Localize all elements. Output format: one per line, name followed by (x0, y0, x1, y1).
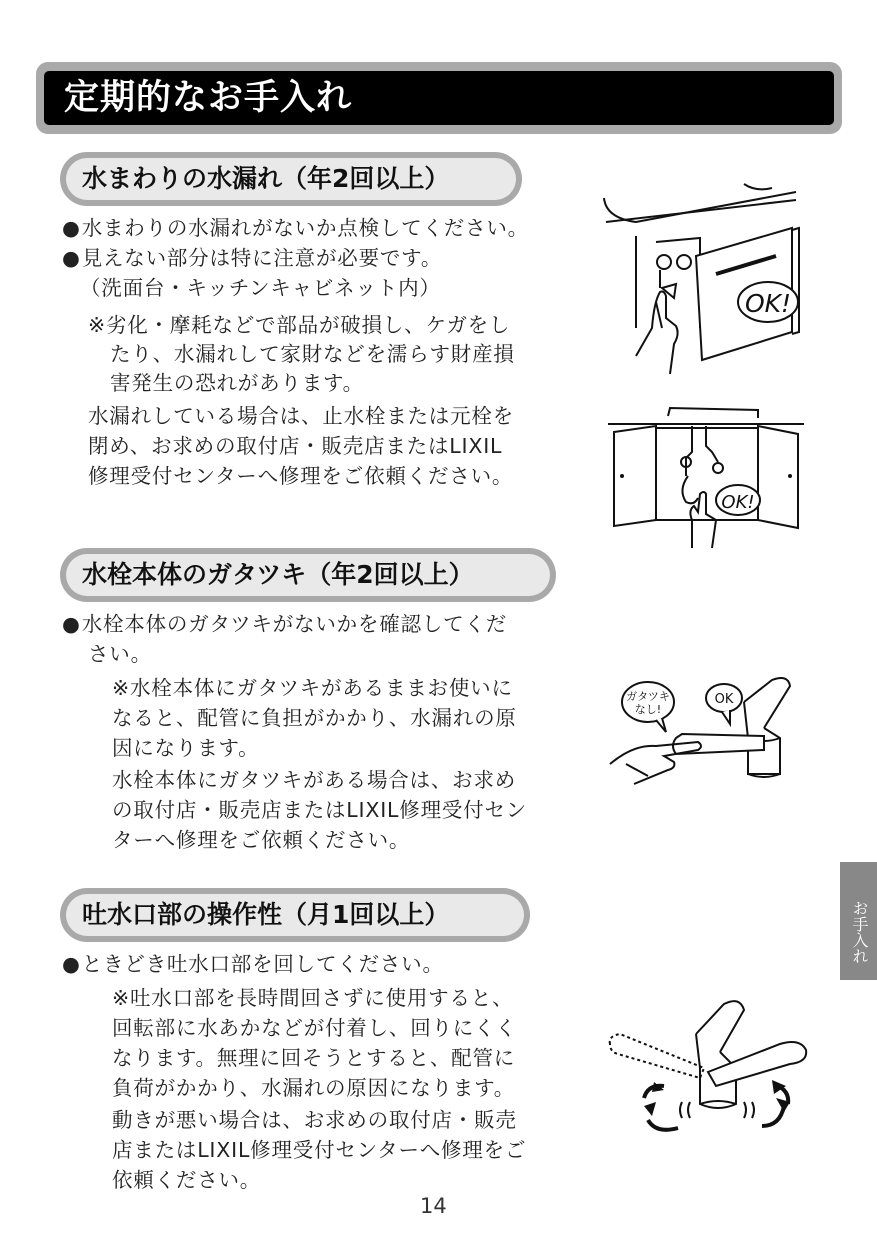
bullet-text: ● 水栓本体のガタツキがないかを確認してくだ (62, 610, 507, 640)
section-heading-2 (60, 548, 556, 602)
ok-bubble-text: OK! (721, 492, 755, 513)
ok-bubble-text: OK! (744, 289, 792, 318)
note-text: ※吐水口部を長時間回さずに使用すると、 (112, 986, 514, 1010)
section-heading-3 (60, 888, 530, 942)
bullet-text: ● 見えない部分は特に注意が必要です。 (62, 244, 442, 274)
body-text: （洗面台・キッチンキャビネット内） (80, 276, 441, 300)
note-text: たり、水漏れして家財などを濡らす財産損 (110, 342, 515, 366)
body-text: 動きが悪い場合は、お求めの取付店・販売 (112, 1108, 517, 1132)
body-text: 依頼ください。 (112, 1168, 262, 1192)
note-text: ※水栓本体にガタツキがあるままお使いに (112, 676, 513, 700)
note-text: なると、配管に負担がかかり、水漏れの原 (112, 706, 517, 730)
body-text: 水漏れしている場合は、止水栓または元栓を (88, 404, 514, 428)
ok-bubble-text: OK (714, 692, 734, 707)
bullet-text: ● 水まわりの水漏れがないか点検してください。 (62, 214, 529, 244)
page-number: 14 (420, 1194, 447, 1218)
note-text: なります。無理に回そうとすると、配管に (112, 1046, 516, 1070)
note-text: 負荷がかかり、水漏れの原因になります。 (112, 1076, 516, 1100)
body-text: 修理受付センターへ修理をご依頼ください。 (88, 464, 514, 488)
page-title: 定期的なお手入れ (44, 71, 834, 125)
note-text: 害発生の恐れがあります。 (110, 371, 364, 395)
body-text: ターへ修理をご依頼ください。 (112, 828, 411, 852)
body-text: の取付店・販売店またはLIXIL修理受付セン (112, 798, 528, 822)
note-text: ※劣化・摩耗などで部品が破損し、ケガをし (88, 313, 511, 337)
section-heading-text: 吐水口部の操作性（月1回以上） (66, 894, 524, 936)
body-text: 水栓本体にガタツキがある場合は、お求め (112, 768, 517, 792)
section-heading-text: 水栓本体のガタツキ（年2回以上） (66, 554, 550, 596)
section-heading-text: 水まわりの水漏れ（年2回以上） (66, 158, 516, 200)
note-text: 因になります。 (112, 736, 260, 760)
speech-bubble-text: ガタツキ (626, 690, 670, 703)
section-heading-1 (60, 152, 522, 206)
page-title-bar (36, 62, 842, 134)
bullet-text: ● ときどき吐水口部を回してください。 (62, 950, 444, 980)
speech-bubble-text: なし! (634, 703, 662, 716)
faucet-wobble-illustration (604, 672, 800, 790)
spout-rotation-illustration (604, 994, 816, 1136)
cabinet-inspection-illustration (596, 178, 806, 374)
side-tab-care: お手入れ (840, 862, 877, 980)
body-text: さい。 (88, 642, 152, 666)
body-text: 閉め、お求めの取付店・販売店またはLIXIL (88, 434, 503, 458)
kitchen-cabinet-illustration (608, 402, 808, 548)
note-text: 回転部に水あかなどが付着し、回りにくく (112, 1016, 517, 1040)
body-text: 店またはLIXIL修理受付センターへ修理をご (112, 1138, 527, 1162)
